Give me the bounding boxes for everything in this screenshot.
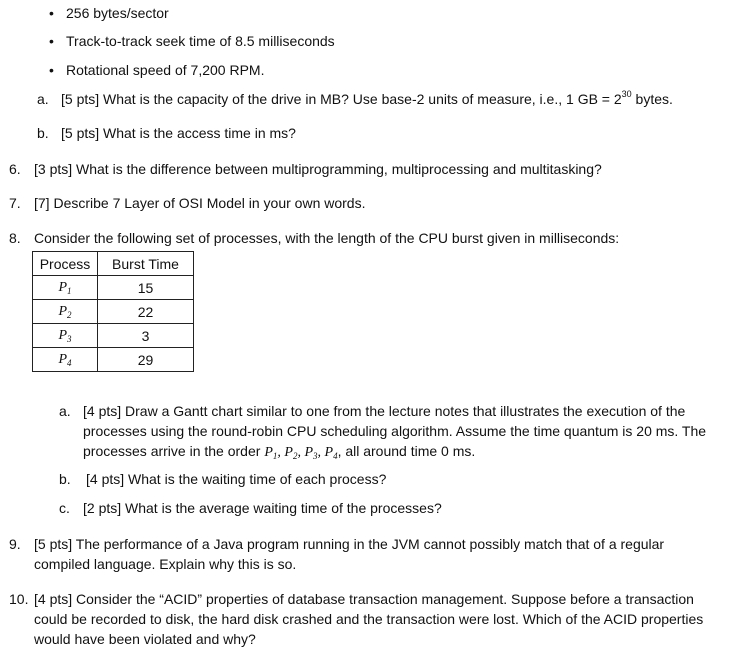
- q8-number: 8.: [9, 230, 21, 246]
- bullet-sector-size: • 256 bytes/sector: [66, 4, 169, 22]
- q6-number: 6.: [9, 161, 21, 177]
- table-header-row: [33, 252, 194, 276]
- process-cell: $P_1$: [33, 276, 98, 300]
- q8b-text: [4 pts] What is the waiting time of each process?: [86, 471, 387, 487]
- q5a-tail: bytes.: [631, 91, 673, 107]
- q5b-label: b.: [37, 125, 49, 141]
- header-process: Process: [33, 252, 98, 276]
- q9-number: 9.: [9, 536, 21, 552]
- q5a-main: [5 pts] What is the capacity of the drive in MB? Use base-2 units of measure, i.e., 1 GB = 2: [61, 91, 622, 107]
- table-row: [33, 324, 194, 348]
- q8a-label: a.: [59, 403, 71, 419]
- process-cell: $P_2$: [33, 300, 98, 324]
- q8a-line3-pre: processes arrive in the order: [83, 443, 265, 459]
- q8-text: Consider the following set of processes, with the length of the CPU burst given in milliseconds:: [34, 230, 620, 246]
- q5a-text: [61, 90, 673, 108]
- q5b-text: [5 pts] What is the access time in ms?: [61, 125, 296, 141]
- q10-line1: [4 pts] Consider the “ACID” properties of database transaction management. Suppose before a transaction: [34, 591, 694, 607]
- burst-cell: 15: [98, 276, 194, 300]
- q8c-text: [2 pts] What is the average waiting time of the processes?: [83, 500, 442, 516]
- q7-number: 7.: [9, 195, 21, 211]
- burst-cell: 29: [98, 348, 194, 372]
- q8a-line3: [83, 442, 475, 462]
- process-cell: $P_4$: [33, 348, 98, 372]
- table-row: [33, 276, 194, 300]
- q9-line2: compiled language. Explain why this is so.: [34, 556, 297, 572]
- q10-line3: would have been violated and why?: [34, 631, 256, 647]
- q7-text: [7] Describe 7 Layer of OSI Model in your own words.: [34, 195, 366, 211]
- q10-number: 10.: [9, 591, 29, 607]
- q8c-label: c.: [59, 500, 70, 516]
- q10-line2: could be recorded to disk, the hard disk crashed and the transaction were lost. Which of the ACID properties: [34, 611, 704, 627]
- header-burst-time: Burst Time: [98, 252, 194, 276]
- table-row: [33, 300, 194, 324]
- q5a-exponent: 30: [621, 89, 632, 100]
- q8a-line1: [4 pts] Draw a Gantt chart similar to one from the lecture notes that illustrates the execution of the: [83, 403, 686, 419]
- q8a-line3-post: , all around time 0 ms.: [337, 443, 476, 459]
- process-table: [32, 251, 194, 372]
- q5a-label: a.: [37, 91, 49, 107]
- burst-cell: 3: [98, 324, 194, 348]
- q8a-line2: processes using the round-robin CPU scheduling algorithm. Assume the time quantum is 20 ms. The: [83, 423, 707, 439]
- q8b-label: b.: [59, 471, 71, 487]
- q9-line1: [5 pts] The performance of a Java program running in the JVM cannot possibly match that of a regular: [34, 536, 665, 552]
- process-cell: $P_3$: [33, 324, 98, 348]
- q6-text: [3 pts] What is the difference between multiprogramming, multiprocessing and multitasking?: [34, 161, 602, 177]
- burst-cell: 22: [98, 300, 194, 324]
- bullet-seek-time: • Track-to-track seek time of 8.5 milliseconds: [66, 32, 335, 50]
- process-order: $P_1$, $P_2$, $P_3$, $P_4$: [264, 445, 338, 461]
- bullet-rotational-speed: • Rotational speed of 7,200 RPM.: [66, 61, 264, 79]
- table-row: [33, 348, 194, 372]
